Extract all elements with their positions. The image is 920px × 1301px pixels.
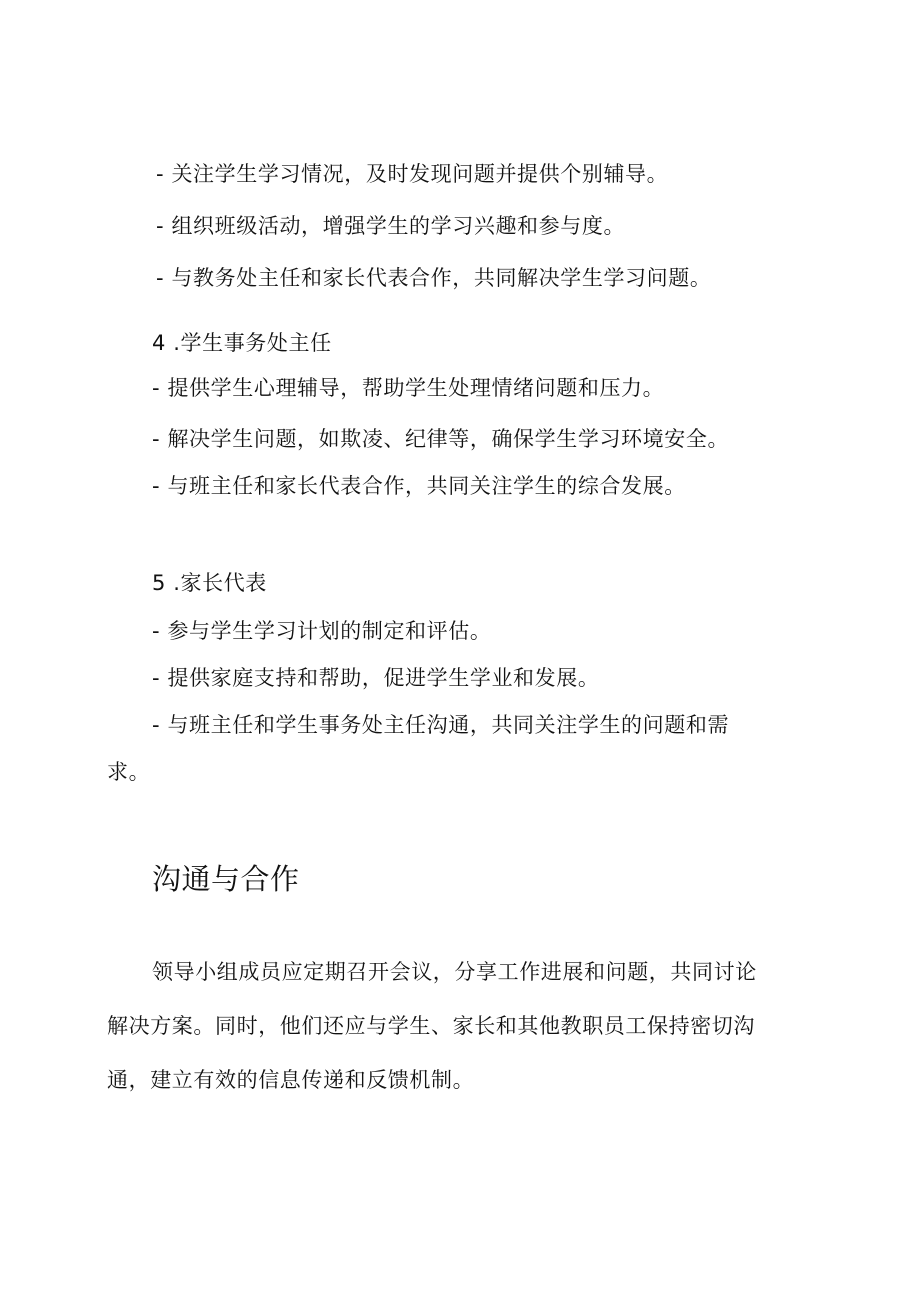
paragraph-line: 领导小组成员应定期召开会议，分享工作进展和问题，共同讨论 <box>152 960 757 984</box>
list-item: - 参与学生学习计划的制定和评估。 <box>152 619 492 643</box>
list-item-continuation: 求。 <box>107 760 151 784</box>
list-item: - 与班主任和学生事务处主任沟通，共同关注学生的问题和需 <box>152 713 730 737</box>
list-item: - 提供家庭支持和帮助，促进学生学业和发展。 <box>152 666 600 690</box>
section-title: 5 .家长代表 <box>152 571 267 595</box>
section-title: 4 .学生事务处主任 <box>152 331 332 355</box>
list-item: - 关注学生学习情况，及时发现问题并提供个别辅导。 <box>156 162 669 186</box>
section-heading: 沟通与合作 <box>152 862 300 896</box>
list-item: - 与教务处主任和家长代表合作，共同解决学生学习问题。 <box>156 266 712 290</box>
list-item: - 提供学生心理辅导，帮助学生处理情绪问题和压力。 <box>152 376 665 400</box>
list-item: - 组织班级活动，增强学生的学习兴趣和参与度。 <box>156 214 626 238</box>
paragraph-line: 通，建立有效的信息传递和反馈机制。 <box>107 1068 475 1092</box>
list-item: - 与班主任和家长代表合作，共同关注学生的综合发展。 <box>152 474 686 498</box>
paragraph-line: 解决方案。同时，他们还应与学生、家长和其他教职员工保持密切沟 <box>107 1014 755 1038</box>
list-item: - 解决学生问题，如欺凌、纪律等，确保学生学习环境安全。 <box>152 427 730 451</box>
